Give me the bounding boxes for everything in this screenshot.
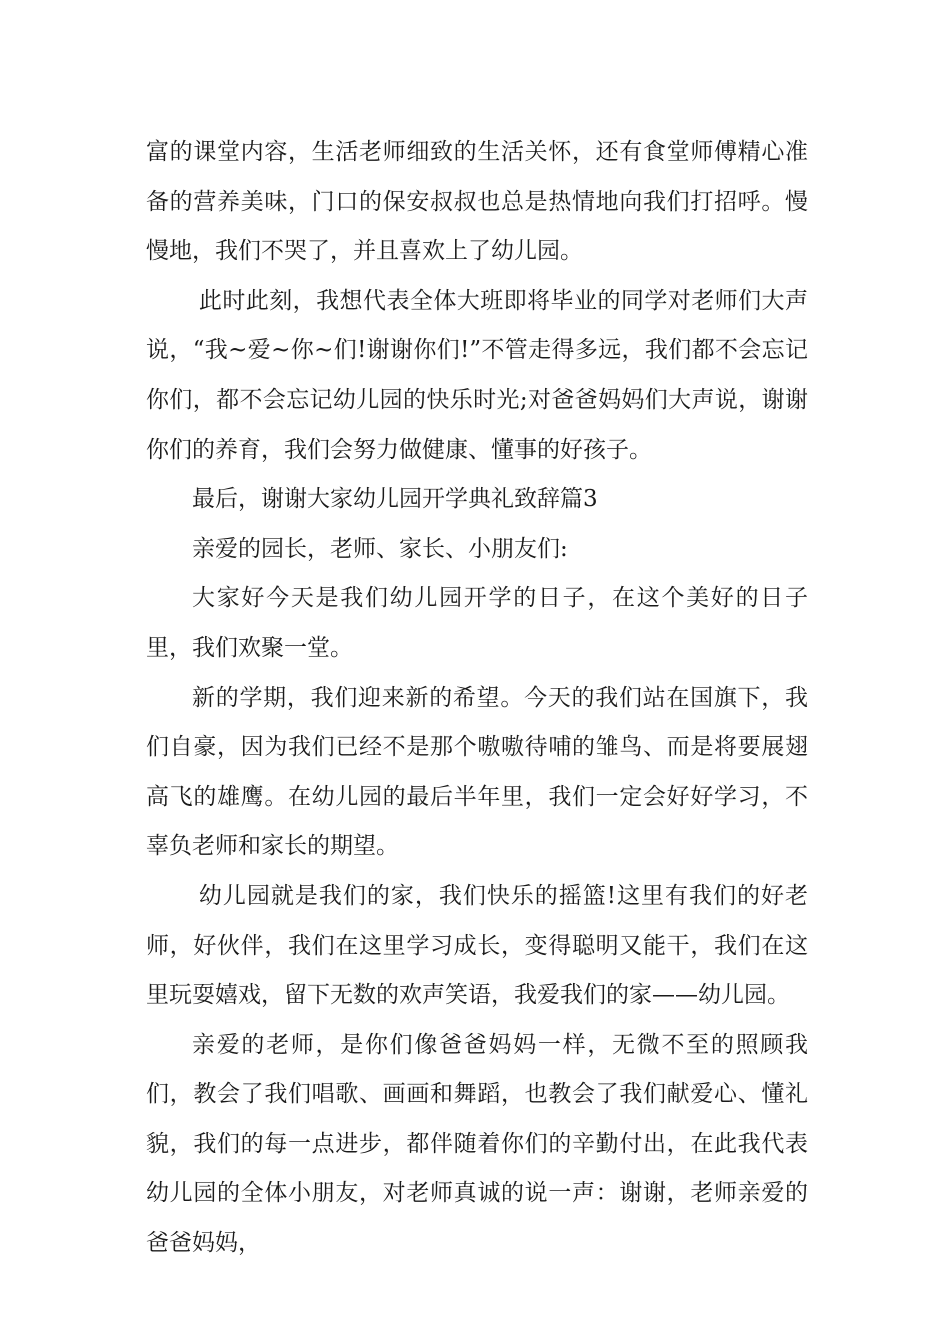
paragraph: 新的学期，我们迎来新的希望。今天的我们站在国旗下，我们自豪，因为我们已经不是那个嗷嗷待哺的雏鸟、而是将要展翅高飞的雄鹰。在幼儿园的最后半年里，我们一定会好好学习，不辜负老师和家长的期望。 (146, 684, 808, 860)
salutation: 亲爱的园长，老师、家长、小朋友们: (192, 535, 568, 562)
document-body (146, 128, 808, 1269)
paragraph-continuation: 富的课堂内容，生活老师细致的生活关怀，还有食堂师傅精心准备的营养美味，门口的保安叔叔也总是热情地向我们打招呼。慢慢地，我们不哭了，并且喜欢上了幼儿园。 (146, 139, 808, 265)
section-closing-title: 最后，谢谢大家幼儿园开学典礼致辞篇3 (192, 486, 598, 513)
paragraph: 幼儿园就是我们的家，我们快乐的摇篮!这里有我们的好老师，好伙伴，我们在这里学习成长，变得聪明又能干，我们在这里玩耍嬉戏，留下无数的欢声笑语，我爱我们的家——幼儿园。 (146, 882, 808, 1009)
paragraph: 亲爱的老师，是你们像爸爸妈妈一样，无微不至的照顾我们，教会了我们唱歌、画画和舞蹈，也教会了我们献爱心、懂礼貌，我们的每一点进步，都伴随着你们的辛勤付出，在此我代表幼儿园的全体小朋友，对老师真诚的说一声：谢谢，老师亲爱的爸爸妈妈， (146, 1031, 808, 1257)
paragraph: 大家好今天是我们幼儿园开学的日子，在这个美好的日子里，我们欢聚一堂。 (146, 585, 808, 661)
paragraph: 此时此刻，我想代表全体大班即将毕业的同学对老师们大声说，“我~爱~你~们!谢谢你们!”不管走得多远，我们都不会忘记你们，都不会忘记幼儿园的快乐时光;对爸爸妈妈们大声说，谢谢你们的养育，我们会努力做健康、懂事的好孩子。 (146, 287, 808, 463)
